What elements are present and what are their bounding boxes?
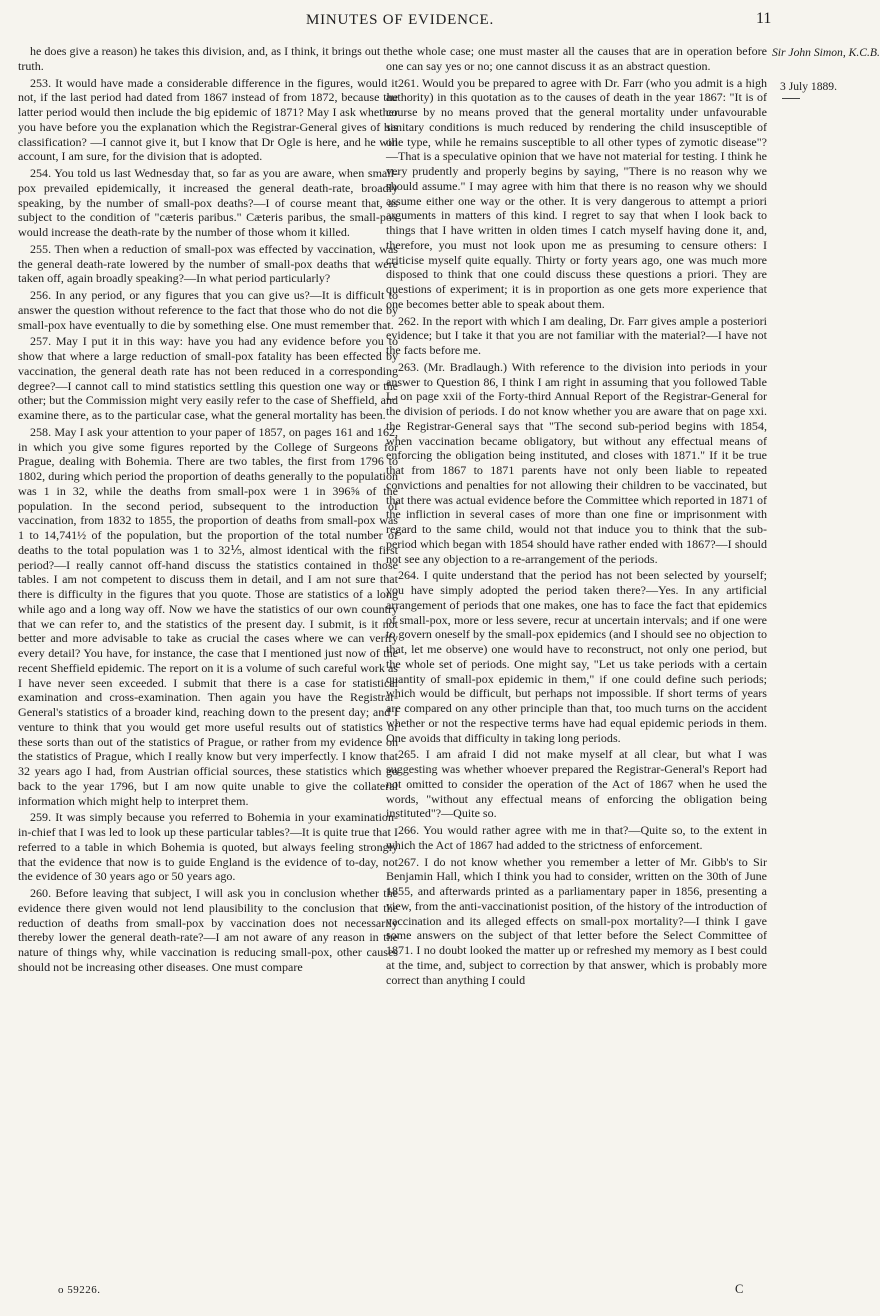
paragraph: 257. May I put it in this way: have you had any evidence before you to show that where a large reduction of small-pox fatality has been effected by vaccination, the general death rate has not been reduced in a corresponding degree?—I cannot call to mind statistics settling this question one way or the other; but the Commission might very easily refer to the case of Sheffield, and examine there, as to the particular case, what the general mortality has been. bbox=[18, 334, 398, 422]
paragraph: 262. In the report with which I am dealing, Dr. Farr gives ample a posteriori evidence; but I take it that you are not familiar with the material?—I have not the facts before me. bbox=[386, 313, 767, 357]
paragraph: 258. May I ask your attention to your paper of 1857, on pages 161 and 162, in which you give some figures reported by the College of Surgeons for Prague, dealing with Bohemia. There are two tables, the first from 1796 to 1802, during which period the proportion of deaths generally to the population was 1 in 32, while the deaths from small-pox were 1 in 396⅝ of the population. In the second period, subsequent to the introduction of vaccination, from 1832 to 1855, the proportion of deaths from small-pox was 1 to 14,741½ of the population, but the proportion of the total number of deaths to the total population was 1 to 32⅕, almost identical with the first period?—I really cannot off-hand discuss the statistics contained in those tables. I am not competent to discuss them in detail, and I am not sure that there is difficulty in the figures that you quote. Those are statistics of a long while ago and a long way off. Now we have the statistics of our own country that we can refer to, and the statistics of the present day. I submit, is it not better and more advisable to take as crucial the cases where we can verify every detail? You have, for instance, the case that I mentioned just now of the recent Sheffield epidemic. The report on it is a volume of such careful work as I have never seen exceeded. I submit that there is a case for statistical examination and cross-examination. Then again you have the Registrar-General's statistics of a broader kind, reaching down to the present day; and I venture to think that you would get more useful results out of statistics of these sorts than out of the statistics of Prague, or rather from my evidence on the statistics of Prague, which I really know but very imperfectly. I know that 32 years ago I had, from Austrian official sources, these statistics which go back to the year 1796, but I am now quite unable to give the collateral information which might help to interpret them. bbox=[18, 424, 398, 808]
print-code: o 59226. bbox=[58, 1284, 101, 1296]
paragraph: 254. You told us last Wednesday that, so far as you are aware, when small-pox prevailed epidemically, it increased the general death-rate, broadly speaking, by the number of small-pox deaths?—I of course meant that, as subject to the condition of "cæteris paribus." Cæteris paribus, the small-pox would increase the death-rate by the number of those whom it killed. bbox=[18, 166, 398, 239]
paragraph: 267. I do not know whether you remember a letter of Mr. Gibb's to Sir Benjamin Hall, which I think you had to consider, written on the 30th of June 1855, and afterwards printed as a parliamentary paper in 1856, presenting a view, from the anti-vaccinationist position, of the history of the introduction of vaccination and its alleged effects on small-pox mortality?—I think I gave some answers on the subject of that letter before the Select Committee of 1871. I no doubt looked the matter up or refreshed my memory as I best could at the time, and, subject to correction by that answer, which is probably more correct than anything I could bbox=[386, 854, 767, 987]
paragraph: 261. Would you be prepared to agree with Dr. Farr (who you admit is a high authority) in this quotation as to the causes of death in the year 1867: "It is of course by no means proved that the general mortality under unfavourable sanitary conditions is much reduced by rendering the child insusceptible of one type, while he remains susceptible to all other types of zymotic disease"?—That is a speculative opinion that we have not material for testing. I think he very prudently and properly begins by saying, "There is no reason why we should assume." I may agree with him that there is no reason why we should assume either one way or the other. It is very dangerous to attempt a priori arguments in matters of this kind. I regret to say that when I look back to things that I have written in olden times I catch myself having done it, and, therefore, you must not look upon me as presuming to censure others: I criticise myself quite equally. Thirty or forty years ago, one was much more disposed to think that one could discuss these questions a priori. They are questions of experiment; it is in proportion as one gets more experience that one becomes better able to speak about them. bbox=[386, 75, 767, 311]
witness-margin-note: Sir John Simon, K.C.B. bbox=[772, 46, 880, 59]
date-margin-note: 3 July 1889. bbox=[780, 80, 838, 93]
paragraph: 255. Then when a reduction of small-pox was effected by vaccination, was the general death-rate lowered by the number of small-pox deaths that were taken off, again broadly speaking?—In what period particularly? bbox=[18, 241, 398, 286]
margin-divider bbox=[782, 98, 800, 99]
paragraph: 264. I quite understand that the period has not been selected by yourself; you have simply adopted the period taken there?—Yes. In any artificial arrangement of periods that one makes, one has to face the fact that epidemics of small-pox, more or less severe, recur at uncertain intervals; and if one were to govern oneself by the small-pox epidemics (and I should see no objection to that, let me observe) one would have to reconstruct, not only one period, but the whole set of periods. One might say, "Let us take periods with a certain quantity of small-pox epidemic in them," if one could define such periods; which would be difficult, but perhaps not impossible. If short terms of years are compared on any other principle than that, too much turns on the accident whether or not the respective terms have had equal epidemic periods in them. One avoids that difficulty in taking long periods. bbox=[386, 568, 767, 745]
paragraph: 265. I am afraid I did not make myself at all clear, but what I was suggesting was whether whoever prepared the Registrar-General's Report had not omitted to consider the operation of the Act of 1867 when he used the words, "without any effectual means of enforcing the obligation being instituted"?—Quite so. bbox=[386, 747, 767, 821]
paragraph: 256. In any period, or any figures that you can give us?—It is difficult to answer the question without reference to the fact that those who do not die by small-pox have eventually to die by something else. One must remember that. bbox=[18, 288, 398, 332]
signature-mark: C bbox=[735, 1282, 744, 1296]
paragraph: the whole case; one must master all the causes that are in operation before one can say yes or no; one cannot discuss it as an abstract question. bbox=[386, 44, 767, 73]
paragraph: 253. It would have made a considerable difference in the figures, would it not, if the last period had dated from 1867 instead of from 1872, because the latter period would then include the big epidemic of 1871? May I ask whether you have before you the explanation which the Registrar-General gives of his classification? —I cannot give it, but I know that Dr Ogle is here, and he will account, I am sure, for the division that is adopted. bbox=[18, 75, 398, 164]
paragraph: he does give a reason) he takes this division, and, as I think, it brings out the truth. bbox=[18, 44, 398, 73]
paragraph: 260. Before leaving that subject, I will ask you in conclusion whether the evidence there given would not lend plausibility to the conclusion that the reduction of deaths from small-pox by vaccination does not necessarily thereby lower the general death-rate?—I am not aware of any reason in the nature of things why, while vaccination is reducing small-pox, other causes should not be increasing other diseases. One must compare bbox=[18, 886, 398, 974]
left-column bbox=[18, 44, 398, 977]
right-column bbox=[386, 44, 767, 989]
paragraph: 263. (Mr. Bradlaugh.) With reference to the division into periods in your answer to Question 86, I think I am right in assuming that you followed Table L. on page xxii of the Forty-third Annual Report of the Registrar-General for the division of periods. I do not know whether you are aware that on page xxi. the Registrar-General says that "The second sub-period begins with 1854, when vaccination became obligatory, but without any effectual means of enforcing the obligation being instituted, and closes with 1871." If it be true that from 1867 to 1871 parents have not only been liable to repeated convictions and penalties for not allowing their children to be vaccinated, but that there was actual evidence before the Committee which reported in 1871 of the infliction in several cases of more than one fine or imprisonment with regard to the same child, would not that induce you to think that the sub-period which began with 1854 should have rather ended with 1867?—I should not see any objection to a re-arrangement of the periods. bbox=[386, 359, 767, 566]
paragraph: 266. You would rather agree with me in that?—Quite so, to the extent in which the Act of 1867 had added to the strictness of enforcement. bbox=[386, 823, 767, 852]
paragraph: 259. It was simply because you referred to Bohemia in your examination-in-chief that I was led to look up these particular tables?—It is quite true that I referred to a table in which Bohemia is quoted, but always feeling strongly that the evidence that now is to guide England is the evidence of to-day, not the evidence of 30 years ago or 50 years ago. bbox=[18, 810, 398, 884]
page-number: 11 bbox=[756, 10, 772, 27]
running-header: MINUTES OF EVIDENCE. bbox=[305, 12, 495, 28]
